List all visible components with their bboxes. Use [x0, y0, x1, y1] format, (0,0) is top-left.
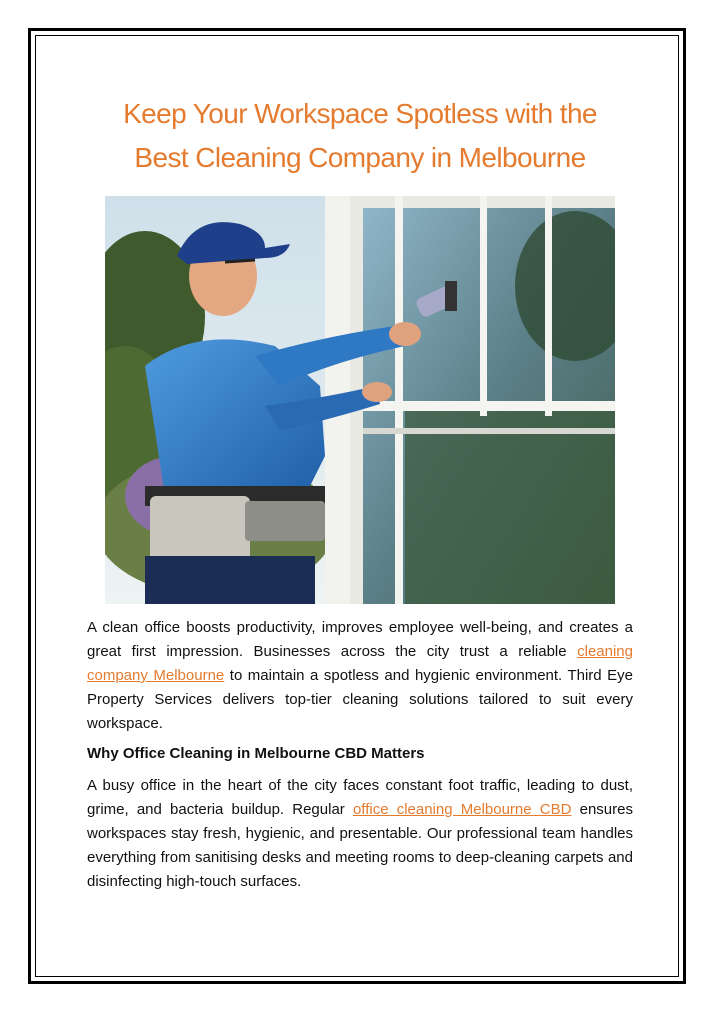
- office-cleaning-link[interactable]: office cleaning Melbourne CBD: [352, 801, 572, 818]
- section-paragraph: A busy office in the heart of the city faces constant foot traffic, leading to dust, grime, and bacteria buildup. Regular office cleaning Melbourne CBD ensures workspaces stay fresh, hygienic, and presentable. Our professional team handles everything from sanitising desks and meeting rooms to deep-cleaning carpets and disinfecting high-touch surfaces.: [87, 777, 633, 890]
- title-line-2: Best Cleaning Company in Melbourne: [134, 142, 586, 173]
- hero-photo: [105, 196, 615, 604]
- intro-paragraph: A clean office boosts productivity, improves employee well-being, and creates a great first impression. Businesses across the city trust a reliable cleaning company Melbourne to maintain a spotless and hygienic environment. Third Eye Property Services delivers top-tier cleaning solutions tailored to suit every workspace.: [87, 619, 633, 732]
- section-heading: Why Office Cleaning in Melbourne CBD Matters: [87, 745, 425, 762]
- cleaning-company-link[interactable]: cleaning company Melbourne: [87, 643, 633, 684]
- title-line-1: Keep Your Workspace Spotless with the: [123, 98, 597, 129]
- page-title: [40, 92, 680, 180]
- article-body: [87, 616, 633, 894]
